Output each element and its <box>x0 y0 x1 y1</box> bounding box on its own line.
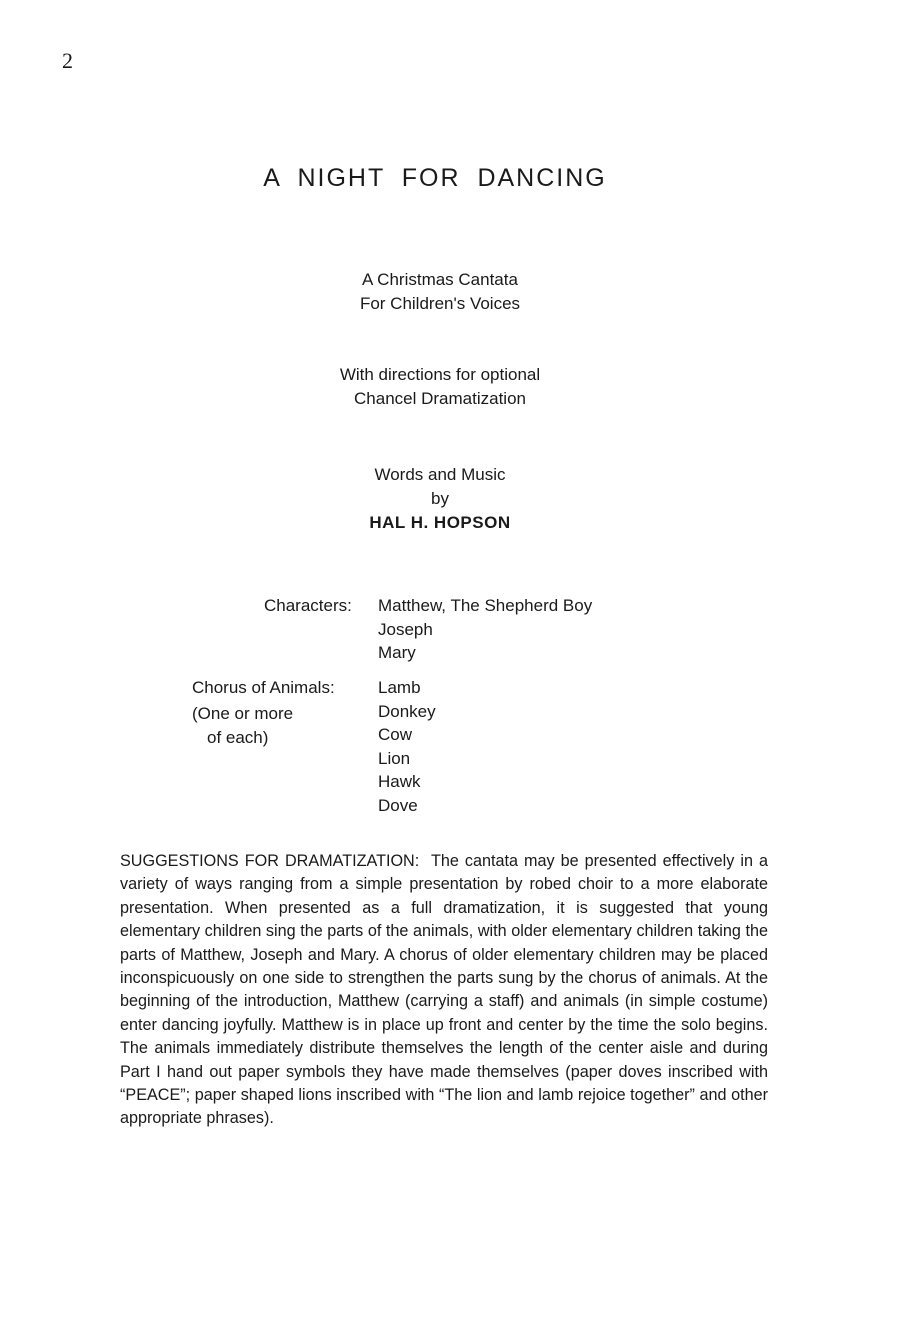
subtitle-line-2: For Children's Voices <box>359 294 521 313</box>
credits-block <box>0 463 880 535</box>
character-item: Matthew, The Shepherd Boy <box>378 596 593 615</box>
composer-name: HAL H. HOPSON <box>369 513 511 532</box>
animal-item: Lamb <box>378 678 421 697</box>
chorus-list <box>378 676 436 817</box>
directions-line-1: With directions for optional <box>339 365 541 384</box>
animal-item: Dove <box>378 795 418 815</box>
animal-item: Hawk <box>378 772 421 791</box>
chorus-label: Chorus of Animals: <box>192 678 335 697</box>
suggestions-body: The cantata may be presented effectively in a variety of ways ranging from a simple presentation by robed choir to a more elaborate presentation. When presented as a full dramatization, it is suggested that young elementary children sing the parts of the animals, with older elementary children taking the parts of Matthew, Joseph and Mary. A chorus of older elementary children may be placed inconspicuously on one side to strengthen the parts sung by the chorus of animals. At the beginning of the introduction, Matthew (carrying a staff) and animals (in simple costume) enter dancing joyfully. Matthew is in place up front and center by the time the solo begins. The animals immediately distribute themselves the length of the center aisle and during Part I hand out paper symbols they have made themselves (paper doves inscribed with “PEACE”; paper shaped lions inscribed with “The lion and lamb rejoice together” and other appropriate phrases). <box>120 852 768 1128</box>
animal-item: Lion <box>378 748 411 768</box>
animal-item: Cow <box>378 725 413 744</box>
subtitle-block <box>0 268 880 316</box>
characters-label: Characters: <box>264 596 352 615</box>
directions-line-2: Chancel Dramatization <box>354 389 526 408</box>
directions-block <box>0 363 880 411</box>
credits-line-2: by <box>431 489 449 508</box>
subtitle-line-1: A Christmas Cantata <box>362 270 518 289</box>
animal-item: Donkey <box>378 701 436 721</box>
characters-section <box>0 594 900 674</box>
character-item: Joseph <box>378 619 433 639</box>
credits-line-1: Words and Music <box>374 465 506 484</box>
characters-list <box>378 594 592 665</box>
chorus-note-line-2: of each) <box>207 728 269 747</box>
page-title: A NIGHT FOR DANCING <box>263 164 607 192</box>
page-number: 2 <box>62 48 73 73</box>
suggestions-heading: SUGGESTIONS FOR DRAMATIZATION: <box>120 852 420 870</box>
suggestions-paragraph <box>120 850 768 1131</box>
chorus-note-line-1: (One or more <box>192 704 294 723</box>
chorus-section <box>0 676 900 826</box>
character-item: Mary <box>378 643 416 662</box>
